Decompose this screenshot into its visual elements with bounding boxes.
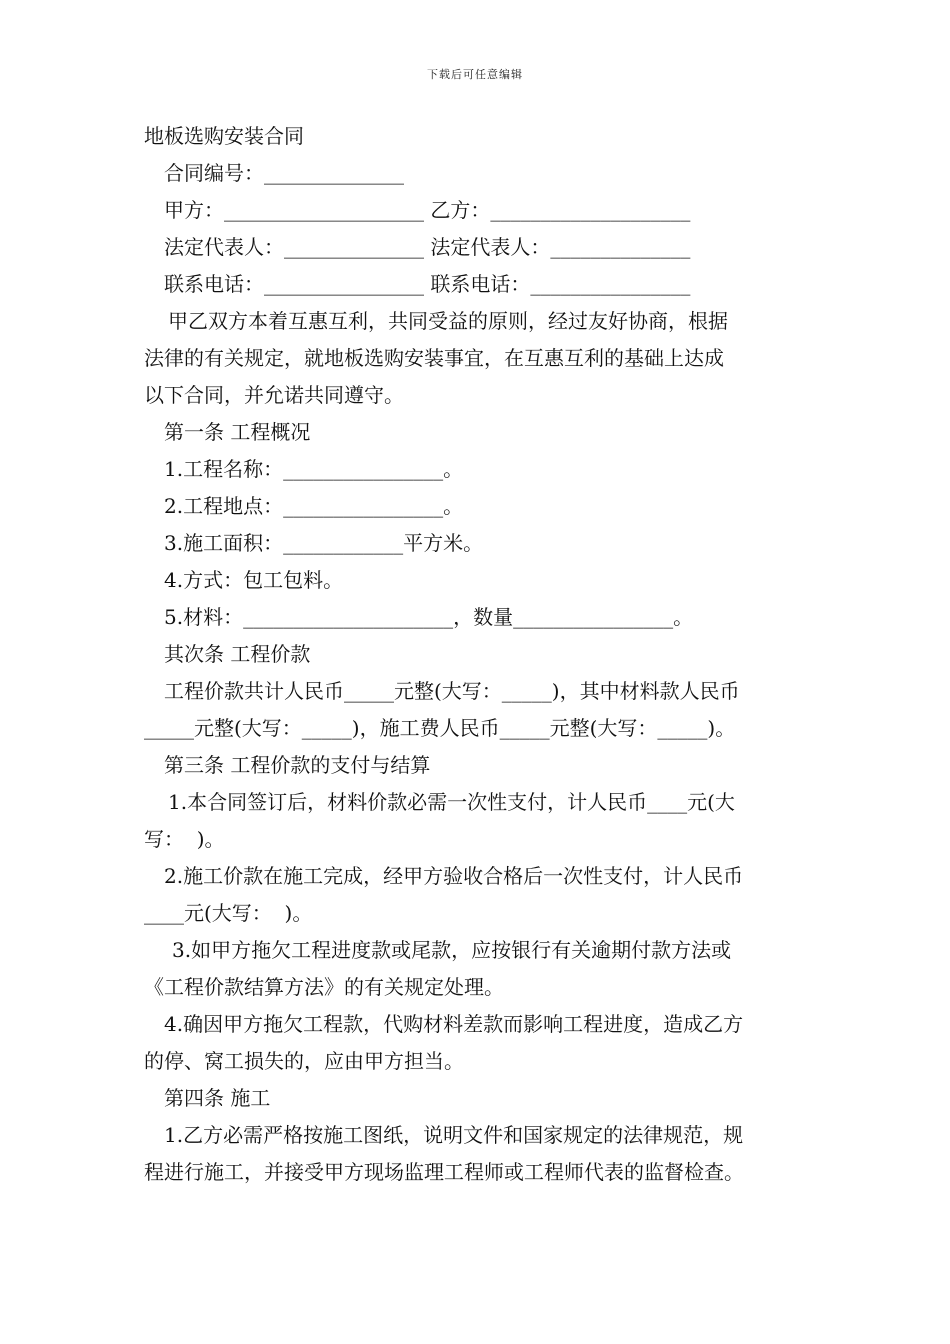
construction-clause-1-line-1: 1.乙方必需严格按施工图纸，说明文件和国家规定的法律规范，规: [164, 1123, 744, 1147]
payment-clause-3-line-1: 3.如甲方拖欠工程进度款或尾款，应按银行有关逾期付款方法或: [172, 938, 732, 962]
party-names-field: 甲方：____________________ 乙方：____________________: [164, 198, 691, 222]
legal-representatives-field: 法定代表人：______________ 法定代表人：______________: [164, 235, 691, 259]
payment-clause-1-line-1: 1.本合同签订后，材料价款必需一次性支付，计人民币____元(大: [168, 790, 735, 814]
article-3-heading: 第三条 工程价款的支付与结算: [164, 753, 431, 777]
article-2-heading: 其次条 工程价款: [164, 642, 311, 666]
payment-clause-1-line-2: 写： )。: [144, 827, 225, 851]
contract-title: 地板选购安装合同: [144, 124, 304, 148]
payment-clause-2-line-1: 2.施工价款在施工完成，经甲方验收合格后一次性支付，计人民币: [164, 864, 744, 888]
preamble-line-2: 法律的有关规定，就地板选购安装事宜，在互惠互利的基础上达成: [144, 346, 724, 370]
contract-number-field: 合同编号：______________: [164, 161, 404, 185]
payment-clause-4-line-2: 的停、窝工损失的，应由甲方担当。: [144, 1049, 464, 1073]
project-location-field: 2.工程地点：________________。: [164, 494, 464, 518]
preamble-line-1: 甲乙双方本着互惠互利，共同受益的原则，经过友好协商，根据: [168, 309, 728, 333]
contract-body: [144, 118, 810, 1191]
contact-phones-field: 联系电话：________________ 联系电话：________________: [164, 272, 691, 296]
payment-clause-4-line-1: 4.确因甲方拖欠工程款，代购材料差款而影响工程进度，造成乙方: [164, 1012, 744, 1036]
article-1-heading: 第一条 工程概况: [164, 420, 311, 444]
preamble-line-3: 以下合同，并允诺共同遵守。: [144, 383, 404, 407]
project-name-field: 1.工程名称：________________。: [164, 457, 464, 481]
construction-area-field: 3.施工面积：____________平方米。: [164, 531, 484, 555]
payment-clause-2-line-2: ____元(大写： )。: [144, 901, 313, 925]
price-line-2: _____元整(大写：_____)，施工费人民币_____元整(大写：_____)。: [144, 716, 736, 740]
article-4-heading: 第四条 施工: [164, 1086, 271, 1110]
price-line-1: 工程价款共计人民币_____元整(大写：_____)，其中材料款人民币: [164, 679, 740, 703]
construction-clause-1-line-2: 程进行施工，并接受甲方现场监理工程师或工程师代表的监督检查。: [144, 1160, 744, 1184]
materials-field: 5.材料：_____________________，数量________________。: [164, 605, 694, 629]
page-header-note: 下载后可任意编辑: [427, 68, 523, 81]
payment-clause-3-line-2: 《工程价款结算方法》的有关规定处理。: [144, 975, 504, 999]
contract-mode-field: 4.方式：包工包料。: [164, 568, 344, 592]
